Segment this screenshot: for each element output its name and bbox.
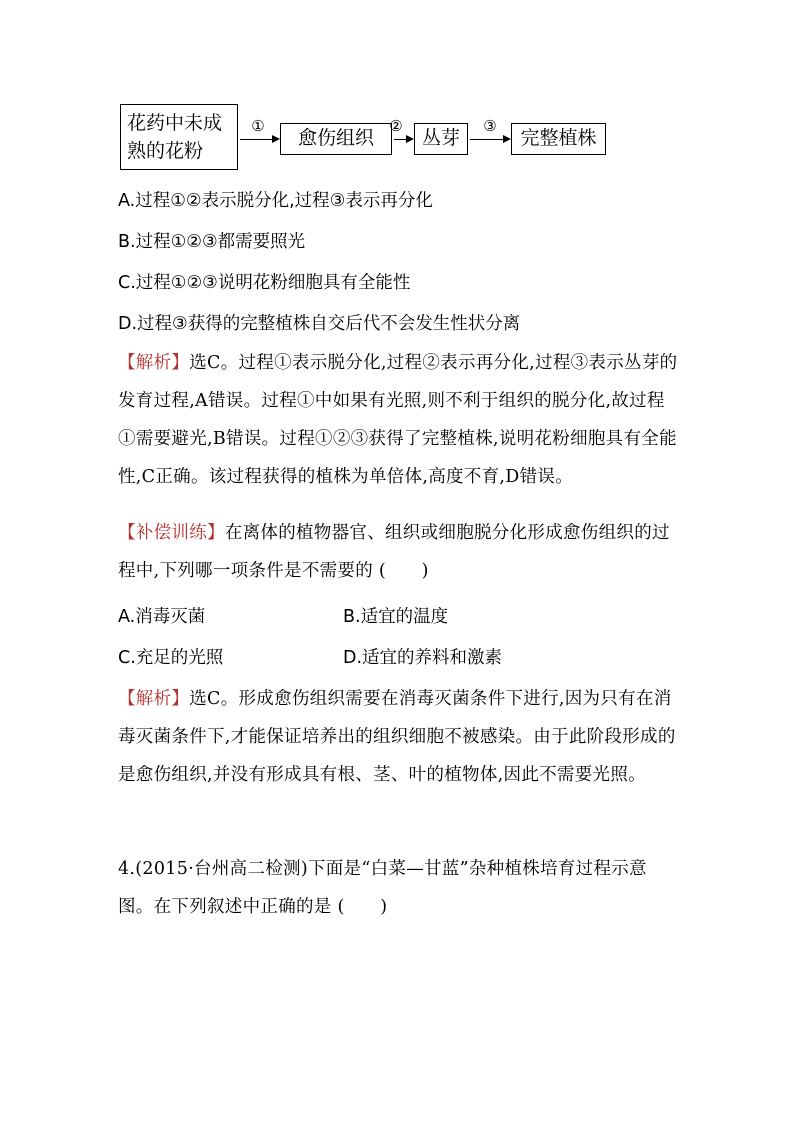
q3-option-c: C.过程①②③说明花粉细胞具有全能性 — [118, 273, 411, 293]
arrow-1 — [240, 139, 278, 140]
flow-box-shoots: 丛芽 — [414, 123, 468, 155]
arrow-2 — [394, 139, 412, 140]
question-4: 4.(2015·台州高二检测)下面是“白菜—甘蓝”杂种植株培育过程示意图。在下列叙述中正确的是 ( ) — [118, 859, 647, 917]
q3-option-d: D.过程③获得的完整植株自交后代不会发生性状分离 — [118, 314, 521, 334]
supplement-question — [118, 514, 678, 590]
q3-option-b: B.过程①②③都需要照光 — [118, 232, 306, 252]
q3-analysis — [118, 344, 678, 496]
flow-box-whole-plant: 完整植株 — [511, 123, 606, 155]
supplement-text: 在离体的植物器官、组织或细胞脱分化形成愈伤组织的过程中,下列哪一项条件是不需要的 ( ) — [118, 523, 670, 581]
supplement-analysis-tag: 【解析】 — [118, 689, 190, 709]
supplement-option-a: A.消毒灭菌 — [118, 607, 206, 627]
supplement-analysis-text: 选C。形成愈伤组织需要在消毒灭菌条件下进行,因为只有在消毒灭菌条件下,才能保证培养出的组织细胞不被感染。由于此阶段形成的是愈伤组织,并没有形成具有根、茎、叶的植物体,因此不需要光照。 — [118, 689, 676, 785]
flow-diagram — [120, 104, 620, 170]
arrow-3 — [470, 139, 509, 140]
flow-box-callus: 愈伤组织 — [280, 123, 392, 155]
supplement-analysis — [118, 680, 678, 794]
flow-box-text-line2: 熟的花粉 — [127, 140, 204, 162]
analysis-text: 选C。过程①表示脱分化,过程②表示再分化,过程③表示丛芽的发育过程,A错误。过程①中如果有光照,则不利于组织的脱分化,故过程①需要避光,B错误。过程①②③获得了完整植株,说明花粉细胞具有全能性,C正确。该过程获得的植株为单倍体,高度不育,D错误。 — [118, 353, 678, 487]
step-label-3: ③ — [483, 117, 497, 135]
supplement-option-d: D.适宜的养料和激素 — [343, 648, 503, 668]
step-label-2: ② — [389, 117, 403, 135]
supplement-option-c: C.充足的光照 — [118, 648, 224, 668]
flow-box-immature-pollen — [120, 104, 238, 170]
supplement-option-b: B.适宜的温度 — [343, 607, 449, 627]
q3-option-a: A.过程①②表示脱分化,过程③表示再分化 — [118, 191, 433, 211]
step-label-1: ① — [251, 117, 265, 135]
analysis-tag: 【解析】 — [118, 353, 190, 373]
flow-box-text-line1: 花药中未成 — [127, 112, 223, 134]
supplement-tag: 【补偿训练】 — [118, 523, 225, 543]
